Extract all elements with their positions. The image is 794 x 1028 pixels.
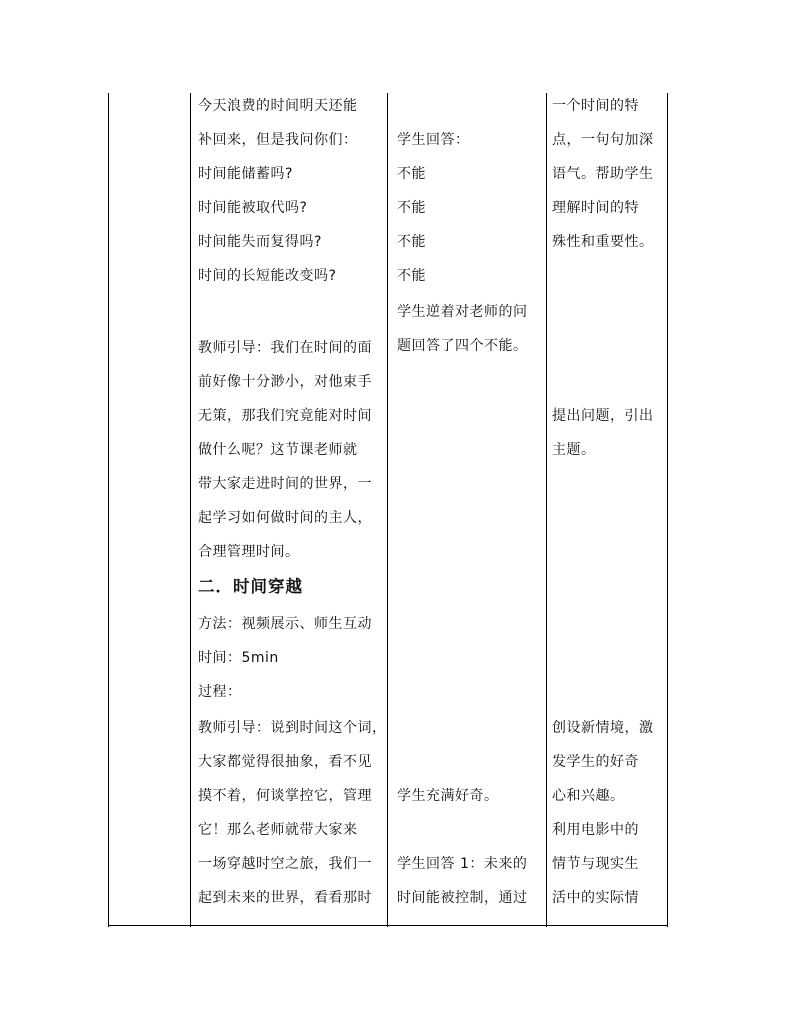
table-border-col1 xyxy=(190,93,191,927)
teacher-line: 补回来，但是我问你们： xyxy=(198,132,358,148)
student-line: 不能 xyxy=(397,234,426,250)
student-line: 时间能被控制，通过 xyxy=(397,890,528,906)
teacher-line: 教师引导：说到时间这个词， xyxy=(198,720,387,736)
teacher-line: 它！那么老师就带大家来 xyxy=(198,822,358,838)
intent-line: 一个时间的特 xyxy=(552,98,639,114)
section-heading: 二．时间穿越 xyxy=(198,577,303,596)
teacher-line: 教师引导：我们在时间的面 xyxy=(198,340,372,356)
student-line: 不能 xyxy=(397,268,426,284)
intent-line: 活中的实际情 xyxy=(552,890,639,906)
teacher-line: 大家都觉得很抽象，看不见 xyxy=(198,754,372,770)
intent-line: 情节与现实生 xyxy=(552,856,639,872)
student-line: 题回答了四个不能。 xyxy=(397,338,528,354)
table-border-left xyxy=(108,93,109,927)
student-line: 不能 xyxy=(397,200,426,216)
intent-line: 提出问题，引出 xyxy=(552,408,654,424)
teacher-line: 带大家走进时间的世界，一 xyxy=(198,476,372,492)
intent-line: 利用电影中的 xyxy=(552,822,639,838)
table-border-col3 xyxy=(546,93,547,927)
teacher-line: 时间能被取代吗? xyxy=(198,200,308,216)
student-line: 学生逆着对老师的问 xyxy=(397,304,528,320)
teacher-line: 合理管理时间。 xyxy=(198,544,300,560)
student-line: 学生充满好奇。 xyxy=(397,788,499,804)
table-border-bottom xyxy=(108,925,668,926)
intent-line: 殊性和重要性。 xyxy=(552,234,654,250)
table-border-col2 xyxy=(387,93,388,927)
intent-line: 发学生的好奇 xyxy=(552,754,639,770)
teacher-line: 无策，那我们究竟能对时间 xyxy=(198,408,372,424)
teacher-line: 时间的长短能改变吗? xyxy=(198,268,337,284)
teacher-line: 做什么呢？这节课老师就 xyxy=(198,442,358,458)
teacher-line: 时间能失而复得吗? xyxy=(198,234,322,250)
teacher-line: 前好像十分渺小，对他束手 xyxy=(198,374,372,390)
intent-line: 主题。 xyxy=(552,442,596,458)
teacher-line: 过程： xyxy=(198,684,242,700)
teacher-line: 方法：视频展示、师生互动 xyxy=(198,616,372,632)
student-line: 学生回答 1：未来的 xyxy=(397,856,528,872)
student-line: 不能 xyxy=(397,166,426,182)
intent-line: 心和兴趣。 xyxy=(552,788,625,804)
teacher-line: 一场穿越时空之旅，我们一 xyxy=(198,856,372,872)
teacher-line: 今天浪费的时间明天还能 xyxy=(198,98,358,114)
teacher-line: 起到未来的世界，看看那时 xyxy=(198,890,372,906)
teacher-line: 时间：5min xyxy=(198,650,279,666)
teacher-line: 时间能储蓄吗? xyxy=(198,166,293,182)
intent-line: 语气。帮助学生 xyxy=(552,166,654,182)
table-border-right xyxy=(667,93,668,927)
teacher-line: 摸不着，何谈掌控它，管理 xyxy=(198,788,372,804)
intent-line: 理解时间的特 xyxy=(552,200,639,216)
teacher-line: 起学习如何做时间的主人， xyxy=(198,510,372,526)
intent-line: 创设新情境，激 xyxy=(552,720,654,736)
intent-line: 点，一句句加深 xyxy=(552,132,654,148)
student-line: 学生回答： xyxy=(397,132,470,148)
